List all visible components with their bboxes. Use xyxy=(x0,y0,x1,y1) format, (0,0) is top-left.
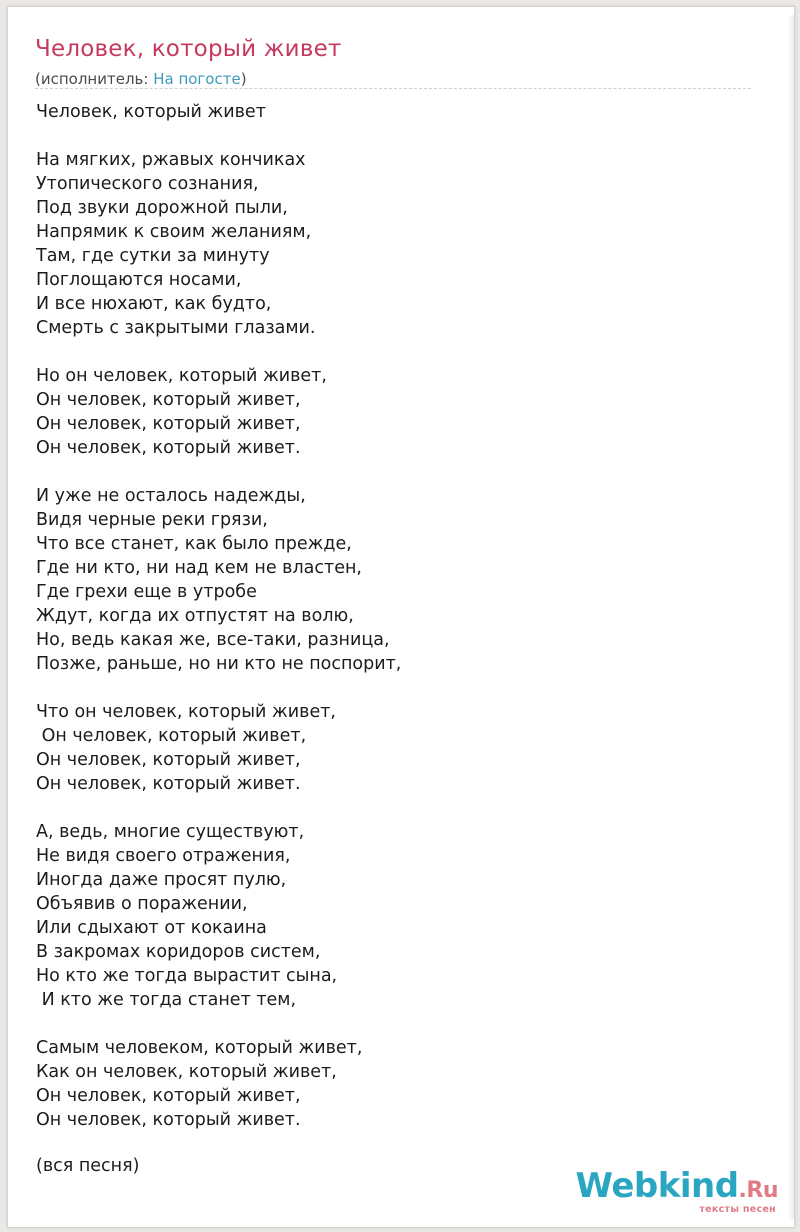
lyric-line: Или сдыхают от кокаина xyxy=(36,918,267,938)
lyric-line: Иногда даже просят пулю, xyxy=(36,870,287,890)
lyric-line: Там, где сутки за минуту xyxy=(36,246,270,266)
lyric-line: Видя черные реки грязи, xyxy=(36,510,268,530)
lyric-line: Где ни кто, ни над кем не властен, xyxy=(36,558,362,578)
lyric-line: Он человек, который живет, xyxy=(36,750,301,770)
lyric-line: Что он человек, который живет, xyxy=(36,702,336,722)
full-song-link[interactable]: (вся песня) xyxy=(36,1156,140,1176)
stanza-break xyxy=(36,796,401,820)
lyric-line: Но, ведь какая же, все-таки, разница, xyxy=(36,630,390,650)
lyric-line: Но он человек, который живет, xyxy=(36,366,327,386)
brand-tld: .Ru xyxy=(738,1178,778,1203)
lyric-line: Поглощаются носами, xyxy=(36,270,242,290)
title-divider xyxy=(35,88,751,89)
lyric-line: Под звуки дорожной пыли, xyxy=(36,198,288,218)
lyric-line: И все нюхают, как будто, xyxy=(36,294,272,314)
page-edge-shadow xyxy=(788,15,794,1219)
stanza-break xyxy=(36,124,401,148)
lyric-line: Он человек, который живет, xyxy=(36,1086,301,1106)
lyric-line: И кто же тогда станет тем, xyxy=(36,990,297,1010)
lyrics-text xyxy=(36,100,401,1132)
artist-prefix: (исполнитель: xyxy=(35,70,154,88)
lyric-line: Он человек, который живет. xyxy=(36,438,301,458)
lyric-line: А, ведь, многие существуют, xyxy=(36,822,305,842)
stanza-break xyxy=(36,340,401,364)
lyric-line: Смерть с закрытыми глазами. xyxy=(36,318,316,338)
song-title: Человек, который живет xyxy=(35,36,342,62)
lyric-line: На мягких, ржавых кончиках xyxy=(36,150,306,170)
lyric-line: Ждут, когда их отпустят на волю, xyxy=(36,606,354,626)
lyric-line: Он человек, который живет, xyxy=(36,726,307,746)
artist-suffix: ) xyxy=(240,70,247,88)
lyric-line: Не видя своего отражения, xyxy=(36,846,291,866)
lyric-line: Он человек, который живет, xyxy=(36,390,301,410)
lyric-line: Самым человеком, который живет, xyxy=(36,1038,363,1058)
artist-line xyxy=(35,70,247,88)
lyric-line: Позже, раньше, но ни кто не поспорит, xyxy=(36,654,402,674)
brand-tagline: тексты песен xyxy=(699,1204,776,1215)
lyric-line: Он человек, который живет. xyxy=(36,1110,301,1130)
lyric-line: И уже не осталось надежды, xyxy=(36,486,306,506)
site-logo[interactable] xyxy=(575,1166,778,1218)
artist-link[interactable]: На погосте xyxy=(153,70,241,88)
stanza-break xyxy=(36,460,401,484)
stanza-break xyxy=(36,676,401,700)
lyric-line: Напрямик к своим желаниям, xyxy=(36,222,312,242)
lyric-line: Он человек, который живет. xyxy=(36,774,301,794)
lyric-line: Объявив о поражении, xyxy=(36,894,248,914)
lyric-line: Где грехи еще в утробе xyxy=(36,582,257,602)
lyric-line: Как он человек, который живет, xyxy=(36,1062,337,1082)
lyric-line: В закромах коридоров систем, xyxy=(36,942,321,962)
lyric-line: Он человек, который живет, xyxy=(36,414,301,434)
lyric-line: Утопического сознания, xyxy=(36,174,259,194)
lyric-line: Человек, который живет xyxy=(36,102,266,122)
stanza-break xyxy=(36,1012,401,1036)
lyric-line: Но кто же тогда вырастит сына, xyxy=(36,966,338,986)
brand-name: Webkind xyxy=(575,1166,739,1206)
lyric-line: Что все станет, как было прежде, xyxy=(36,534,352,554)
